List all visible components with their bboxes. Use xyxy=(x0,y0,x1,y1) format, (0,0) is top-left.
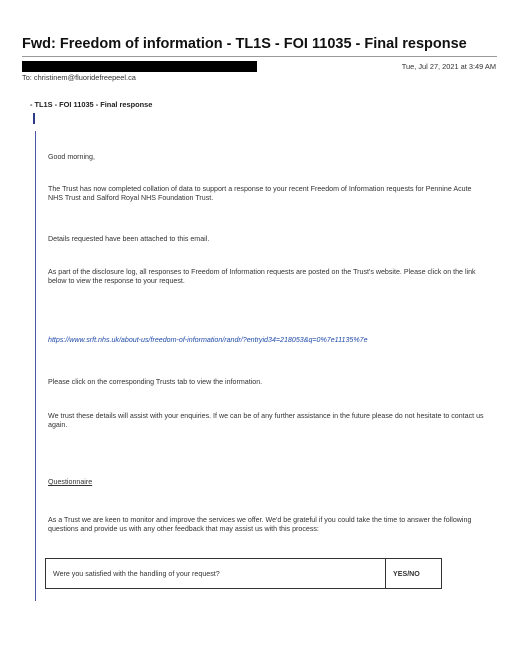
paragraph-attached: Details requested have been attached to this email. xyxy=(48,235,210,243)
table-row xyxy=(46,559,442,589)
subject-divider xyxy=(22,56,497,57)
paragraph-completion: The Trust has now completed collation of data to support a response to your recent Freedom of Information requests for Pennine Acute NHS Trust and Salford Royal NHS Foundation Trust. xyxy=(48,185,472,202)
question-cell: Were you satisfied with the handling of your request? xyxy=(46,559,386,589)
email-subject: Fwd: Freedom of information - TL1S - FOI 11035 - Final response xyxy=(22,36,467,52)
response-link[interactable]: https://www.srft.nhs.uk/about-us/freedom-of-information/randr/?entryid34=218053&q=0%7e11135%7e xyxy=(48,336,368,344)
recipient-line: To: christinem@fluoridefreepeel.ca xyxy=(22,73,136,82)
questionnaire-table xyxy=(45,558,442,589)
questionnaire-heading: Questionnaire xyxy=(48,478,93,486)
quote-marker xyxy=(33,113,35,124)
quoted-subject: - TL1S - FOI 11035 - Final response xyxy=(30,100,153,109)
redacted-sender xyxy=(22,61,257,72)
quote-indent-line xyxy=(35,131,36,601)
paragraph-feedback: As a Trust we are keen to monitor and improve the services we offer. We'd be grateful if you could take the time to answer the following questions and provide us with any other feedback that may assist us with this process: xyxy=(48,516,472,533)
paragraph-disclosure: As part of the disclosure log, all responses to Freedom of Information requests are posted on the Trust's website. Please click on the link below to view the response to your request. xyxy=(48,268,476,285)
email-date: Tue, Jul 27, 2021 at 3:49 AM xyxy=(401,62,496,71)
paragraph-tabs: Please click on the corresponding Trusts tab to view the information. xyxy=(48,378,263,386)
greeting: Good morning, xyxy=(48,153,95,161)
answer-cell: YES/NO xyxy=(386,559,442,589)
paragraph-assist: We trust these details will assist with your enquiries. If we can be of any further assistance in the future please do not hesitate to contact us again. xyxy=(48,412,484,429)
